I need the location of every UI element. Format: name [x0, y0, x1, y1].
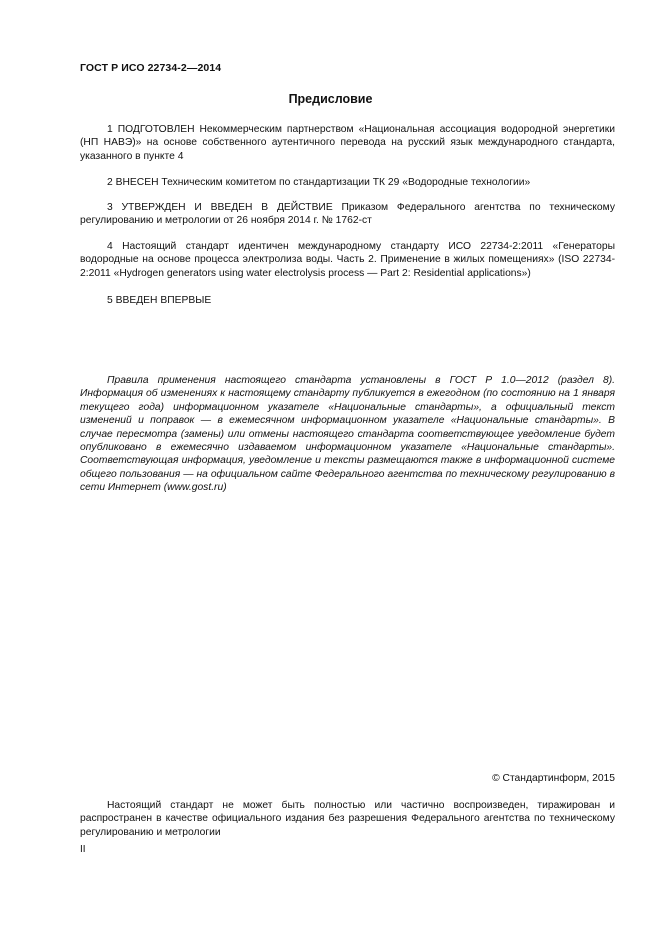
usage-notice-text: Правила применения настоящего стандарта установлены в ГОСТ Р 1.0—2012 (раздел 8). Информация об изменениях к настоящему стандарту публикуется в ежегодном (по состоянию на 1 января текущего года) информационном указателе «Национальные стандарты», а официальный текст изменений и поправок — в ежемесячном информационном указателе «Национальные стандарты». В случае пересмотра (замены) или отмены настоящего стандарта соответствующее уведомление будет опубликовано в ежемесячно издаваемом информационном указателе «Национальные стандарты». Соответствующая информация, уведомление и тексты размещаются также в информационной системе общего пользования — на официальном сайте Федерального агентства по техническому регулированию в сети Интернет (www.gost.ru)	[80, 375, 615, 494]
reproduction-notice	[80, 799, 615, 839]
paragraph-5	[80, 294, 615, 307]
paragraph-4-text: 4 Настоящий стандарт идентичен международному стандарту ИСО 22734-2:2011 «Генераторы водородные на основе процесса электролиза воды. Часть 2. Применение в жилых помещениях» (ISO 22734-2:2011 «Hydrogen generators using water electrolysis process — Part 2: Residential applications»)	[80, 241, 615, 279]
reproduction-notice-text: Настоящий стандарт не может быть полностью или частично воспроизведен, тиражирован и распространен в качестве официального издания без разрешения Федерального агентства по техническому регулированию и метрологии	[80, 800, 615, 838]
paragraph-3	[80, 201, 615, 228]
page-number: II	[80, 844, 86, 855]
paragraph-4	[80, 240, 615, 280]
usage-notice	[80, 374, 615, 495]
paragraph-3-text: 3 УТВЕРЖДЕН И ВВЕДЕН В ДЕЙСТВИЕ Приказом Федерального агентства по техническому регулированию и метрологии от 26 ноября 2014 г. № 1762-ст	[80, 202, 615, 227]
paragraph-2-text: 2 ВНЕСЕН Техническим комитетом по стандартизации ТК 29 «Водородные технологии»	[107, 177, 531, 188]
paragraph-2	[80, 176, 615, 189]
page-title: Предисловие	[288, 92, 373, 106]
paragraph-5-text: 5 ВВЕДЕН ВПЕРВЫЕ	[107, 295, 212, 306]
document-header-standard-id: ГОСТ Р ИСО 22734-2—2014	[80, 62, 222, 74]
paragraph-1-text: 1 ПОДГОТОВЛЕН Некоммерческим партнерством «Национальная ассоциация водородной энергетики (НП НАВЭ)» на основе собственного аутентичного перевода на русский язык международного стандарта, указанного в пункте 4	[80, 124, 615, 162]
copyright: © Стандартинформ, 2015	[492, 773, 615, 784]
paragraph-1	[80, 123, 615, 163]
